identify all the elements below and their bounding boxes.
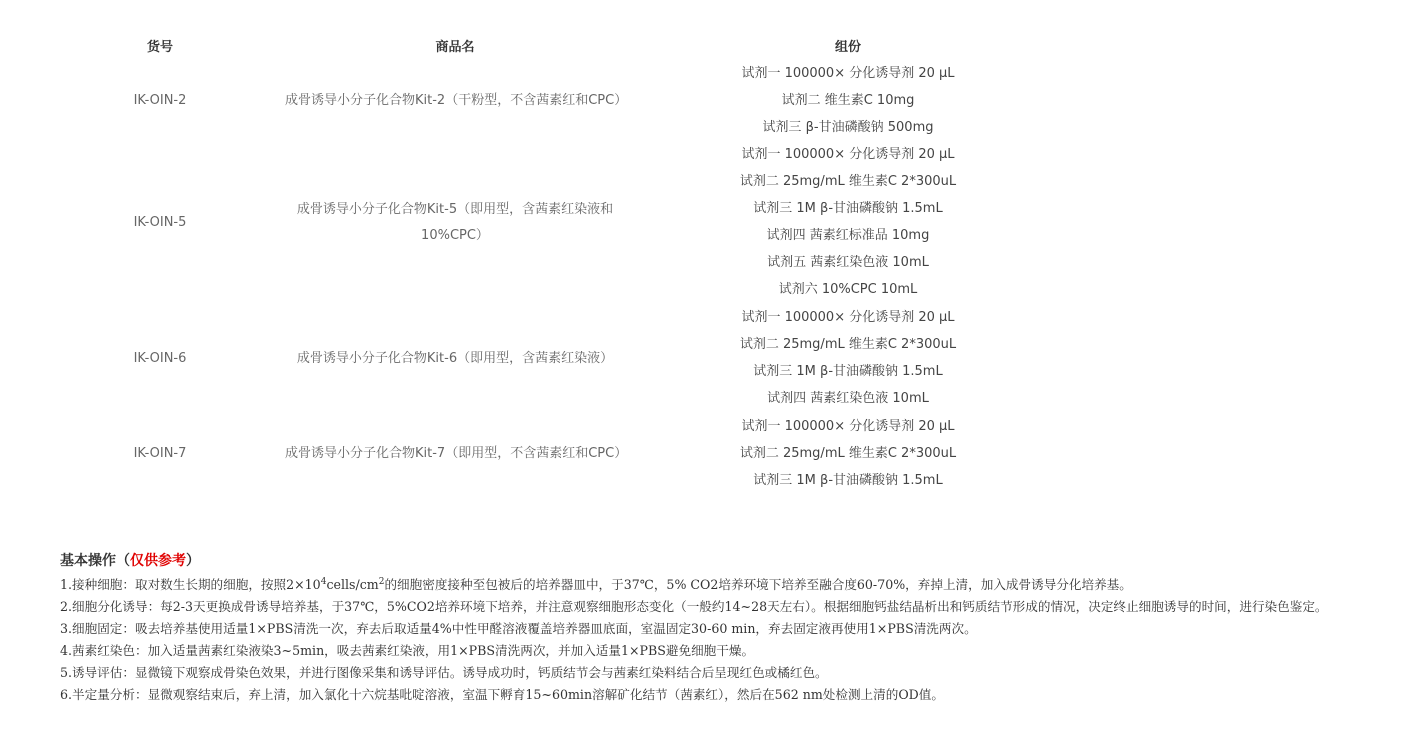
step-differentiation: 2.细胞分化诱导：每2-3天更换成骨诱导培养基，于37℃，5%CO2培养环境下培养，并注意观察细胞形态变化（一般约14~28天左右）。根据细胞钙盐结晶析出和钙质结节形成的情况，决定终止细胞诱导的时间，进行染色鉴定。 [60,599,1328,614]
step-text: cells/cm [326,577,379,592]
component-item: 试剂三 1M β-甘油磷酸钠 1.5mL [753,364,943,379]
table-row [60,60,1410,141]
composition-list [660,304,1036,412]
table-row [60,141,1410,304]
superscript: 2 [378,576,385,587]
composition-list [660,413,1036,494]
step-text: 的细胞密度接种至包被后的培养器皿中，于37℃，5% CO2培养环境下培养至融合度60-70%，弃掉上清，加入成骨诱导分化培养基。 [384,577,1132,592]
component-item: 试剂五 茜素红染色液 10mL [767,255,929,270]
product-name-cell: 成骨诱导小分子化合物Kit-2（干粉型，不含茜素红和CPC） [285,92,628,108]
component-item: 试剂六 10%CPC 10mL [778,282,918,297]
basic-operations-section [60,548,1405,706]
sku-cell: IK-OIN-2 [133,93,187,108]
table-header [60,28,1410,60]
product-name-cell: 成骨诱导小分子化合物Kit-7（即用型，不含茜素红和CPC） [285,445,628,461]
component-item: 试剂四 茜素红标准品 10mg [766,228,930,243]
component-item: 试剂二 25mg/mL 维生素C 2*300uL [739,174,957,189]
section-title-close: ） [186,553,200,569]
product-name-cell: 成骨诱导小分子化合物Kit-5（即用型，含茜素红染液和10%CPC） [296,201,614,243]
product-table [60,28,1410,494]
header-sku: 货号 [146,40,173,55]
header-composition: 组份 [834,40,861,55]
step-alizarin-staining: 4.茜素红染色：加入适量茜素红染液染3~5min，吸去茜素红染液，用1×PBS清洗两次，并加入适量1×PBS避免细胞干燥。 [60,643,755,658]
table-row [60,304,1410,413]
sku-cell: IK-OIN-5 [133,215,187,230]
composition-list [660,60,1036,141]
section-title [60,548,1405,574]
component-item: 试剂三 1M β-甘油磷酸钠 1.5mL [753,473,943,488]
step-semi-quantitative: 6.半定量分析：显微观察结束后，弃上清，加入氯化十六烷基吡啶溶液，室温下孵育15~60min溶解矿化结节（茜素红），然后在562 nm处检测上清的OD值。 [60,687,944,702]
section-title-text: 基本操作（ [60,553,130,569]
component-item: 试剂一 100000× 分化诱导剂 20 μL [741,419,955,434]
component-item: 试剂一 100000× 分化诱导剂 20 μL [741,147,955,162]
product-name-cell: 成骨诱导小分子化合物Kit-6（即用型，含茜素红染液） [296,350,614,366]
component-item: 试剂二 维生素C 10mg [781,93,915,108]
component-item: 试剂一 100000× 分化诱导剂 20 μL [741,66,955,81]
component-item: 试剂一 100000× 分化诱导剂 20 μL [741,310,955,325]
sku-cell: IK-OIN-6 [133,351,187,366]
reference-only-highlight: 仅供参考 [130,553,186,569]
step-seed-cells [60,574,1405,596]
step-fixation: 3.细胞固定：吸去培养基使用适量1×PBS清洗一次，弃去后取适量4%中性甲醛溶液覆盖培养器皿底面，室温固定30-60 min，弃去固定液再使用1×PBS清洗两次。 [60,621,977,636]
component-item: 试剂三 β-甘油磷酸钠 500mg [762,120,934,135]
header-product-name: 商品名 [435,40,475,55]
superscript: 4 [320,576,327,587]
component-item: 试剂三 1M β-甘油磷酸钠 1.5mL [753,201,943,216]
table-row [60,413,1410,494]
step-text: 1.接种细胞：取对数生长期的细胞，按照2×10 [60,577,321,592]
step-evaluation: 5.诱导评估：显微镜下观察成骨染色效果，并进行图像采集和诱导评估。诱导成功时，钙质结节会与茜素红染料结合后呈现红色或橘红色。 [60,665,828,680]
composition-list [660,141,1036,303]
component-item: 试剂四 茜素红染色液 10mL [767,391,929,406]
component-item: 试剂二 25mg/mL 维生素C 2*300uL [739,337,957,352]
sku-cell: IK-OIN-7 [133,446,187,461]
component-item: 试剂二 25mg/mL 维生素C 2*300uL [739,446,957,461]
